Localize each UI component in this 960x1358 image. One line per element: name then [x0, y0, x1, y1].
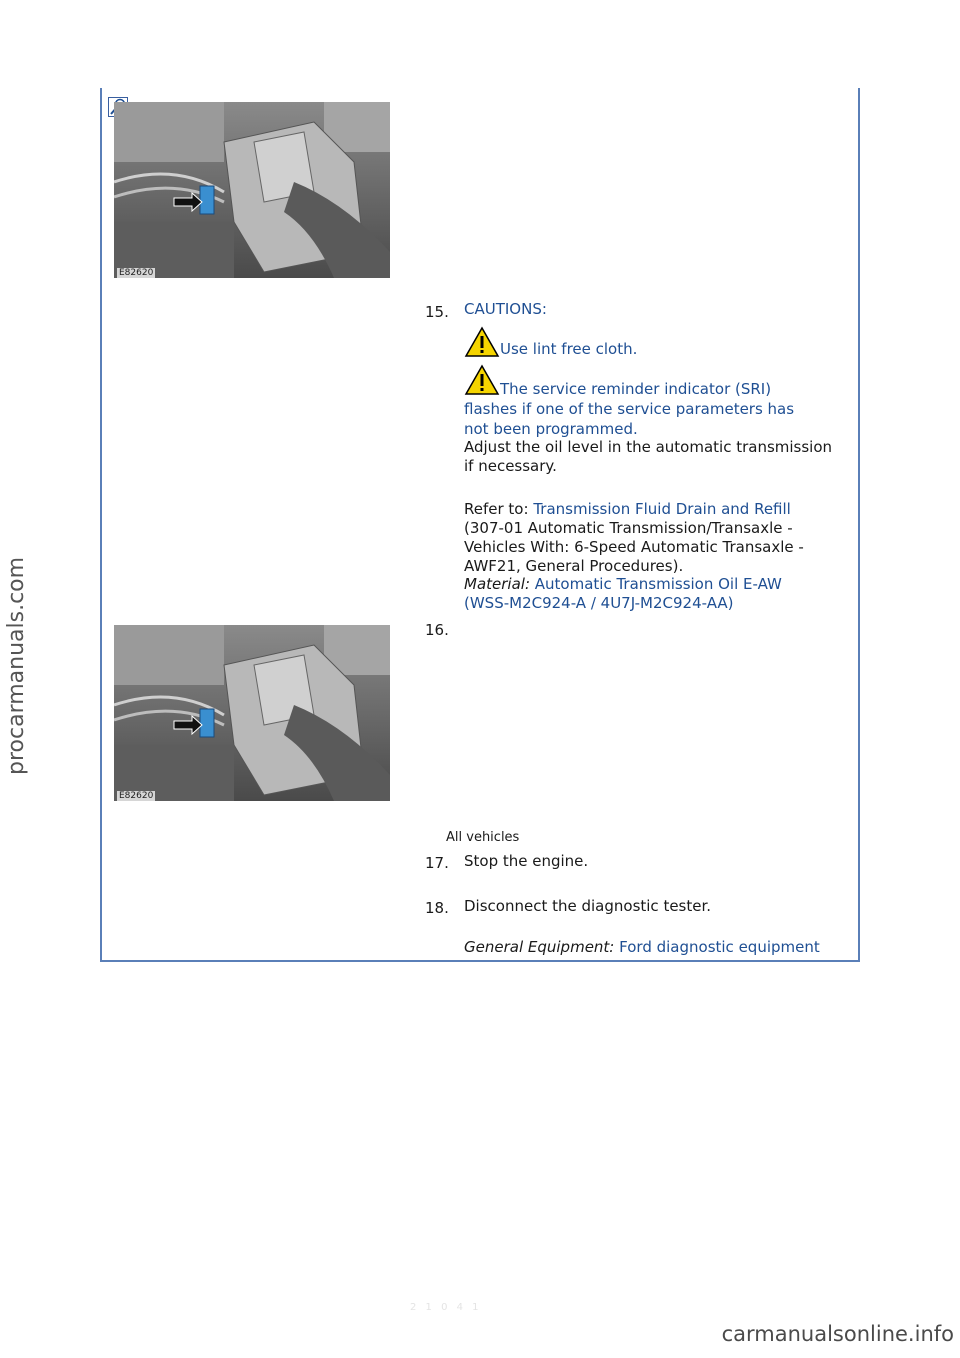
- engine-bay-illustration-1: [114, 102, 390, 278]
- caution-lint-free: Use lint free cloth.: [500, 340, 638, 358]
- refer-to: [464, 500, 791, 519]
- refer-link[interactable]: Transmission Fluid Drain and Refill: [533, 500, 791, 518]
- general-equipment: [464, 938, 820, 957]
- step-number: 18.: [425, 899, 449, 917]
- step-number: 17.: [425, 854, 449, 872]
- caution-sri-line1: The service reminder indicator (SRI): [500, 380, 772, 398]
- refer-text: (307-01 Automatic Transmission/Transaxle -: [464, 519, 793, 537]
- image-code: E82620: [119, 268, 154, 278]
- engine-bay-illustration-2: [114, 625, 390, 801]
- footer-watermark: carmanualsonline.info: [721, 1322, 954, 1346]
- step-text: Stop the engine.: [464, 852, 589, 870]
- caution-icon: [464, 326, 500, 358]
- step-number: 15.: [425, 303, 449, 321]
- refer-text: AWF21, General Procedures).: [464, 557, 684, 575]
- refer-text: Vehicles With: 6-Speed Automatic Transaxle -: [464, 538, 804, 556]
- material-link[interactable]: Automatic Transmission Oil E-AW: [534, 575, 782, 593]
- material-label: Material:: [464, 575, 535, 593]
- page-number: 2 1 0 4 1: [410, 1302, 482, 1313]
- cautions-heading: CAUTIONS:: [464, 300, 547, 318]
- equipment-label: General Equipment:: [464, 938, 620, 956]
- step-text: Disconnect the diagnostic tester.: [464, 897, 712, 915]
- material-link-cont[interactable]: (WSS-M2C924-A / 4U7J-M2C924-AA): [464, 594, 734, 612]
- image-code: E82620: [119, 791, 154, 801]
- step-text: if necessary.: [464, 457, 557, 475]
- material: [464, 575, 782, 594]
- caution-sri-line2: flashes if one of the service parameters has: [464, 400, 795, 418]
- caution-sri-line3: not been programmed.: [464, 420, 638, 438]
- section-label: All vehicles: [446, 830, 520, 845]
- caution-icon: [464, 364, 500, 396]
- refer-prefix: Refer to:: [464, 500, 534, 518]
- step-number: 16.: [425, 621, 449, 639]
- step-text: Adjust the oil level in the automatic transmission: [464, 438, 833, 456]
- equipment-link[interactable]: Ford diagnostic equipment: [619, 938, 820, 956]
- side-watermark: procarmanuals.com: [4, 556, 29, 775]
